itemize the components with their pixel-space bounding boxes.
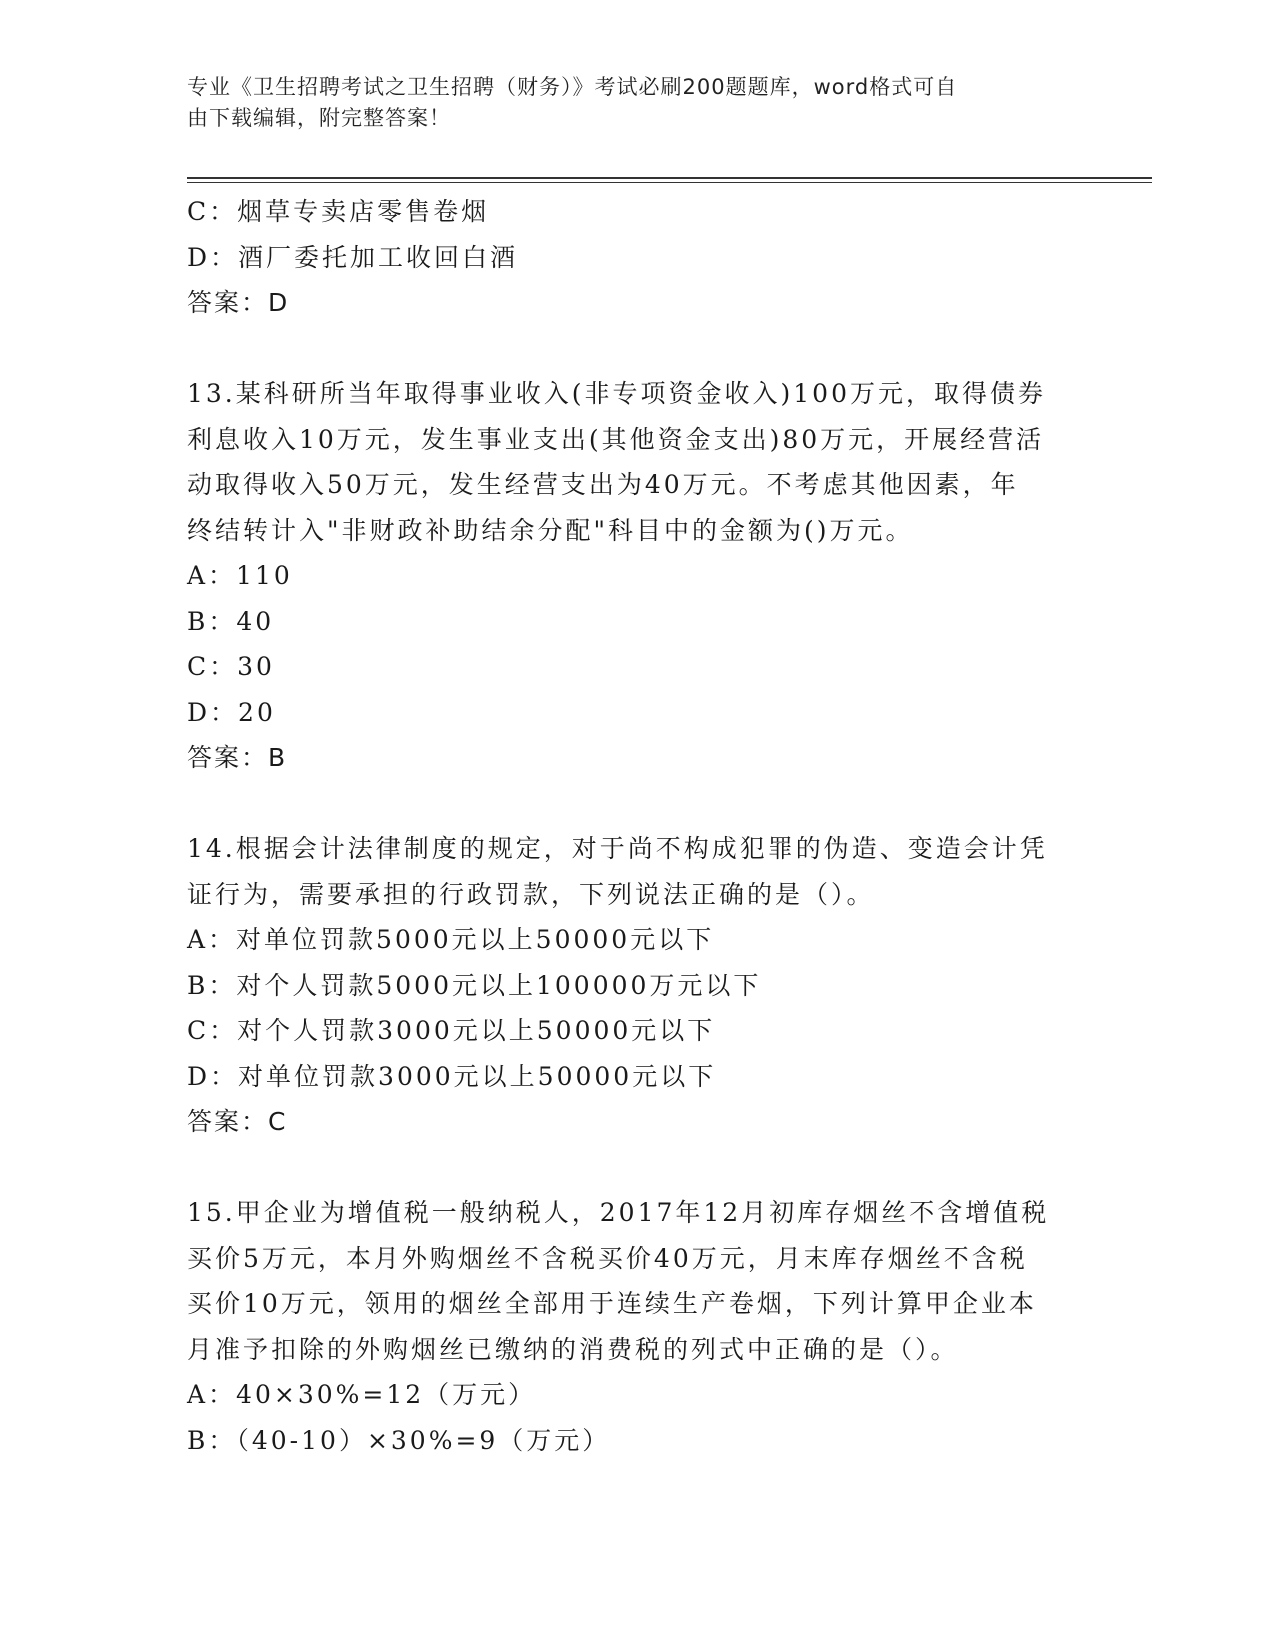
question-text	[187, 371, 1087, 553]
option-a: A：110	[187, 561, 293, 590]
question-line: 14.根据会计法律制度的规定，对于尚不构成犯罪的伪造、变造会计凭	[187, 834, 1048, 863]
question-line: 月准予扣除的外购烟丝已缴纳的消费税的列式中正确的是（）。	[187, 1334, 959, 1364]
question-line: 利息收入10万元，发生事业支出(其他资金支出)80万元，开展经营活	[187, 424, 1045, 454]
page-header	[187, 72, 1067, 134]
question-line: 买价5万元，本月外购烟丝不含税买价40万元，月末库存烟丝不含税	[187, 1243, 1028, 1273]
option-b: B：（40-10）×30%=9（万元）	[187, 1425, 611, 1455]
header-line-2: 由下载编辑，附完整答案！	[187, 106, 451, 130]
spacer	[187, 1145, 1087, 1191]
option-b: B：对个人罚款5000元以上100000万元以下	[187, 970, 762, 1000]
spacer	[187, 781, 1087, 827]
question-line: 证行为，需要承担的行政罚款，下列说法正确的是（）。	[187, 879, 875, 909]
header-rule-thin	[187, 182, 1152, 183]
question-14	[187, 826, 1087, 1145]
question-line: 15.甲企业为增值税一般纳税人，2017年12月初库存烟丝不含增值税	[187, 1198, 1050, 1227]
header-line-1: 专业《卫生招聘考试之卫生招聘（财务）》考试必刷200题题库，word格式可自	[187, 75, 958, 99]
question-line: 13.某科研所当年取得事业收入(非专项资金收入)100万元，取得债券	[187, 379, 1046, 408]
answer-line: 答案：D	[187, 288, 290, 317]
option-c: C：30	[187, 652, 275, 681]
option-c: C：烟草专卖店零售卷烟	[187, 197, 490, 226]
previous-question-tail	[187, 189, 1087, 326]
option-d: D：酒厂委托加工收回白酒	[187, 242, 519, 272]
option-a: A：40×30%=12（万元）	[187, 1380, 537, 1409]
option-d: D：20	[187, 697, 276, 727]
question-line: 终结转计入"非财政补助结余分配"科目中的金额为()万元。	[187, 515, 914, 545]
question-content	[187, 189, 1087, 1463]
option-c: C：对个人罚款3000元以上50000元以下	[187, 1016, 716, 1045]
question-13	[187, 371, 1087, 781]
header-rule-thick	[187, 177, 1152, 179]
question-text	[187, 826, 1087, 917]
question-line: 买价10万元，领用的烟丝全部用于连续生产卷烟，下列计算甲企业本	[187, 1289, 1037, 1318]
answer-line: 答案：C	[187, 1107, 288, 1136]
question-15	[187, 1190, 1087, 1463]
option-b: B：40	[187, 606, 275, 636]
answer-line: 答案：B	[187, 743, 288, 772]
spacer	[187, 326, 1087, 372]
option-d: D：对单位罚款3000元以上50000元以下	[187, 1061, 717, 1091]
question-text	[187, 1190, 1087, 1372]
option-a: A：对单位罚款5000元以上50000元以下	[187, 925, 715, 954]
question-line: 动取得收入50万元，发生经营支出为40万元。不考虑其他因素，年	[187, 470, 1019, 499]
